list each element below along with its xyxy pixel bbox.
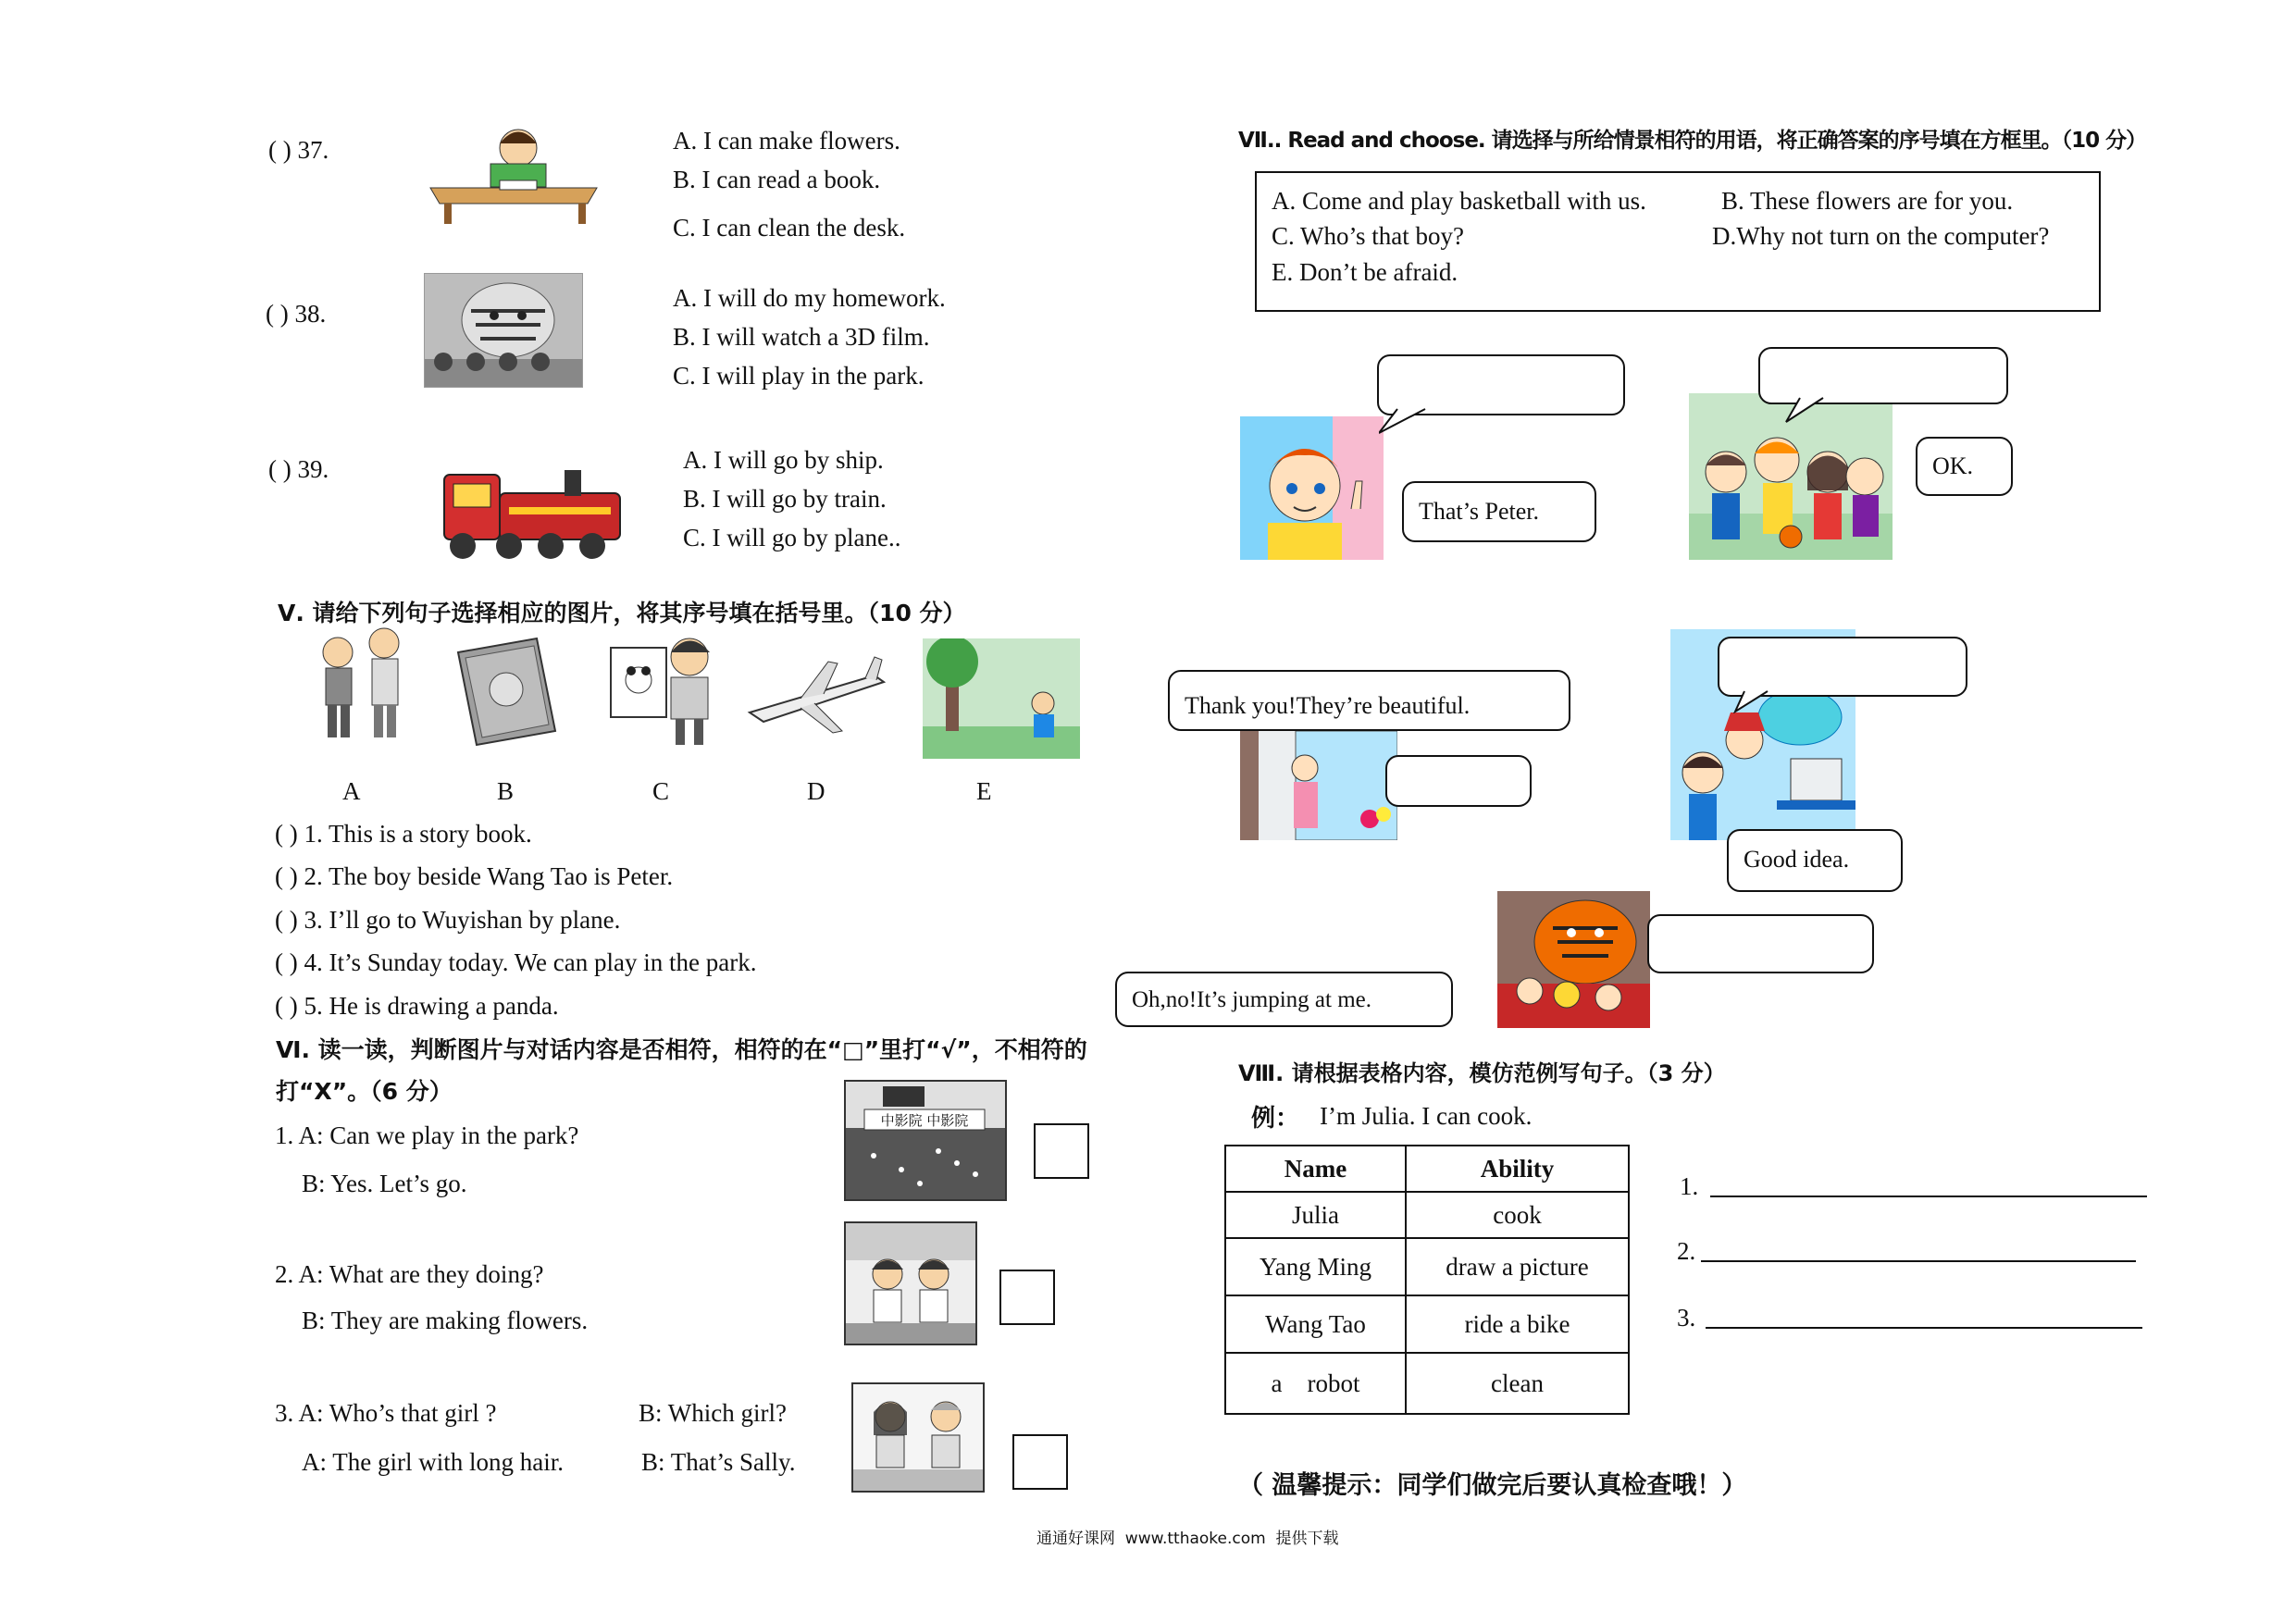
girl-at-door-image (1240, 731, 1397, 840)
ability-cell: ride a bike (1406, 1295, 1629, 1353)
example-sentence: I’m Julia. I can cook. (1320, 1102, 1533, 1130)
answer-line-label-1: 1. (1680, 1172, 1699, 1200)
answer-line-1[interactable] (1710, 1196, 2147, 1197)
q38-number: ( ) 38. (266, 300, 327, 328)
two-girls-image (851, 1382, 985, 1493)
option-b: B. These flowers are for you. (1721, 187, 2014, 215)
park-image (923, 638, 1080, 759)
ability-cell: clean (1406, 1353, 1629, 1414)
dialogue-3-line-a: 3. A: Who’s that girl ? (275, 1399, 497, 1427)
answer-line-label-3: 3. (1677, 1304, 1696, 1332)
bubble-tail (1731, 689, 1786, 713)
q39-option-c: C. I will go by plane.. (683, 524, 901, 551)
boy-waving-image (1240, 416, 1384, 560)
part-v-item-4[interactable]: ( ) 4. It’s Sunday today. We can play in the park. (275, 948, 757, 976)
boy-reading-at-desk-image (426, 116, 606, 227)
tiger-jumping-image (1497, 891, 1650, 1028)
part-v-heading: Ⅴ. 请给下列句子选择相应的图片，将其序号填在括号里。（10 分） (278, 600, 966, 626)
part-vi-heading-line2: 打“X”。（6 分） (276, 1078, 453, 1105)
picture-label-e: E (976, 777, 992, 805)
girls-making-flowers-image (844, 1221, 977, 1345)
option-c: C. Who’s that boy? (1272, 222, 1464, 250)
part-v-item-2[interactable]: ( ) 2. The boy beside Wang Tao is Peter. (275, 862, 674, 890)
q37-option-a: A. I can make flowers. (673, 127, 900, 155)
table-row (1225, 1192, 1629, 1238)
name-cell: Wang Tao (1225, 1295, 1406, 1353)
bubble-thank-you: Thank you!They’re beautiful. (1168, 670, 1570, 731)
train-image (435, 442, 629, 567)
option-a: A. Come and play basketball with us. (1272, 187, 1646, 215)
name-cell: Julia (1225, 1192, 1406, 1238)
part-vi-heading-line1: Ⅵ. 读一读，判断图片与对话内容是否相符，相符的在“□”里打“√”，不相符的 (276, 1036, 1087, 1063)
picture-label-b: B (497, 777, 515, 805)
header-ability: Ability (1406, 1146, 1629, 1192)
header-name: Name (1225, 1146, 1406, 1192)
part-v-item-1[interactable]: ( ) 1. This is a story book. (275, 820, 532, 848)
reminder-tip: （ 温馨提示：同学们做完后要认真检查哦！） (1238, 1471, 1747, 1500)
part-viii-heading: Ⅷ. 请根据表格内容，模仿范例写句子。（3 分） (1238, 1060, 1726, 1086)
cinema-image (844, 1080, 1007, 1201)
q38-option-c: C. I will play in the park. (673, 362, 925, 390)
empty-speech-bubble-3[interactable] (1385, 755, 1532, 807)
q37-option-c: C. I can clean the desk. (673, 214, 906, 242)
story-book-image (449, 634, 565, 750)
ability-cell: cook (1406, 1192, 1629, 1238)
option-e: E. Don’t be afraid. (1272, 258, 1458, 286)
answer-line-2[interactable] (1701, 1260, 2136, 1262)
q38-option-b: B. I will watch a 3D film. (673, 323, 930, 351)
q39-option-a: A. I will go by ship. (683, 446, 884, 474)
bubble-good-idea: Good idea. (1727, 829, 1903, 892)
empty-speech-bubble-5[interactable] (1647, 914, 1874, 973)
dialogue-1-line-a: 1. A: Can we play in the park? (275, 1121, 579, 1149)
q39-number: ( ) 39. (268, 455, 329, 483)
answer-line-label-2: 2. (1677, 1237, 1696, 1265)
dialogue-1-line-b: B: Yes. Let’s go. (302, 1170, 467, 1197)
dialogue-3-line-a2: B: Which girl? (639, 1399, 787, 1427)
answer-line-3[interactable] (1706, 1327, 2142, 1329)
bubble-thats-peter: That’s Peter. (1402, 481, 1596, 542)
name-cell: a robot (1225, 1353, 1406, 1414)
answer-checkbox-1[interactable] (1034, 1123, 1089, 1179)
dialogue-2-line-a: 2. A: What are they doing? (275, 1260, 544, 1288)
picture-label-a: A (342, 777, 361, 805)
airplane-image (745, 652, 888, 740)
tiger-3d-film-image (424, 273, 583, 388)
two-boys-image (305, 620, 416, 745)
answer-checkbox-3[interactable] (1012, 1434, 1068, 1490)
ability-cell: draw a picture (1406, 1238, 1629, 1295)
table-row (1225, 1295, 1629, 1353)
q37-option-b: B. I can read a book. (673, 166, 881, 193)
q37-number: ( ) 37. (268, 136, 329, 164)
option-d: D.Why not turn on the computer? (1712, 222, 2050, 250)
dialogue-2-line-b: B: They are making flowers. (302, 1307, 589, 1334)
ability-table (1224, 1145, 1630, 1415)
picture-label-d: D (807, 777, 825, 805)
example-label: 例： (1251, 1105, 1300, 1133)
dialogue-3-line-b: A: The girl with long hair. (302, 1448, 564, 1476)
footer-source: 通通好课网 www.tthaoke.com 提供下载 (1036, 1530, 1339, 1548)
boy-drawing-image (606, 629, 722, 750)
empty-speech-bubble-4[interactable] (1718, 637, 1967, 697)
table-row (1225, 1238, 1629, 1295)
dialogue-3-line-b2: B: That’s Sally. (641, 1448, 796, 1476)
bubble-tail (1781, 396, 1837, 424)
part-vii-heading: Ⅶ.. Read and choose. 请选择与所给情景相符的用语，将正确答案的序号填在方框里。（10 分） (1238, 129, 2147, 153)
q39-option-b: B. I will go by train. (683, 485, 887, 513)
table-row (1225, 1353, 1629, 1414)
answer-checkbox-2[interactable] (999, 1270, 1055, 1325)
part-v-item-3[interactable]: ( ) 3. I’ll go to Wuyishan by plane. (275, 906, 621, 934)
name-cell: Yang Ming (1225, 1238, 1406, 1295)
q38-option-a: A. I will do my homework. (673, 284, 946, 312)
bubble-ok: OK. (1916, 437, 2013, 496)
bubble-tail (1379, 407, 1444, 435)
bubble-jumping-at-me: Oh,no!It’s jumping at me. (1115, 972, 1453, 1027)
cinema-sign-text: 中影院 中影院 (880, 1112, 969, 1129)
picture-label-c: C (652, 777, 670, 805)
part-v-item-5[interactable]: ( ) 5. He is drawing a panda. (275, 992, 559, 1020)
